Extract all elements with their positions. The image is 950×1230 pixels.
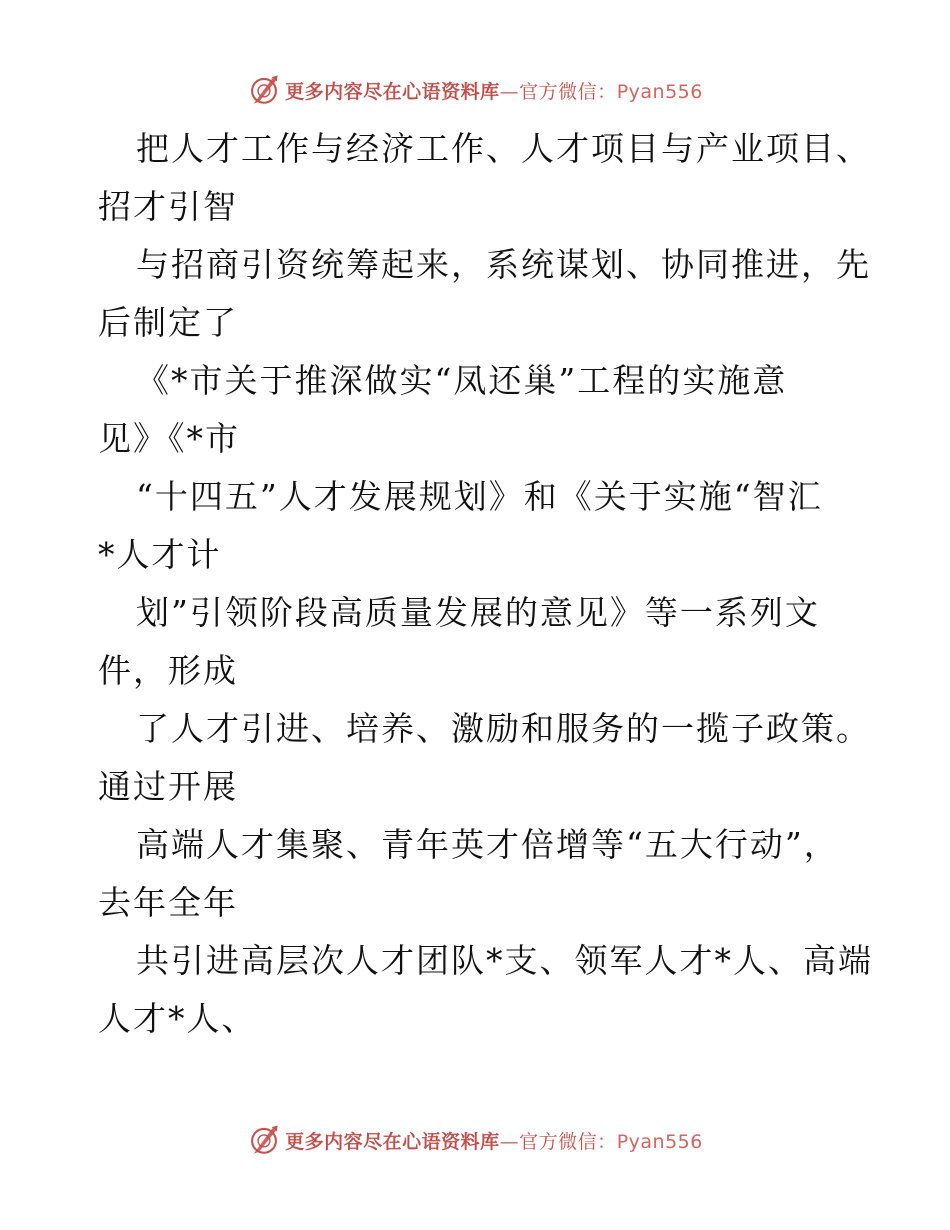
header-watermark	[0, 70, 950, 110]
document-body	[98, 120, 873, 1048]
body-line: 件，形成	[98, 651, 238, 690]
watermark-contact-id: Pyan556	[616, 1130, 703, 1153]
body-line: 与招商引资统筹起来，系统谋划、协同推进，先	[136, 245, 871, 284]
body-line: *人才计	[98, 535, 222, 574]
footer-watermark	[0, 1120, 950, 1160]
quill-seal-icon	[247, 73, 281, 107]
watermark-contact-label: 官方微信：	[519, 80, 617, 103]
body-line: 《*市关于推深做实“凤还巢”工程的实施意	[136, 361, 788, 400]
watermark-brand: 更多内容尽在心语资料库	[285, 1130, 500, 1153]
body-line: 共引进高层次人才团队*支、领军人才*人、高端	[136, 941, 873, 980]
body-line: 划”引领阶段高质量发展的意见》等一系列文	[136, 593, 820, 632]
watermark-separator: —	[499, 80, 520, 103]
body-line: “十四五”人才发展规划》和《关于实施“智汇	[136, 477, 823, 516]
watermark-separator: —	[499, 1130, 520, 1153]
watermark-text	[285, 1127, 703, 1154]
body-line: 见》《*市	[98, 419, 240, 458]
body-line: 去年全年	[98, 883, 238, 922]
body-line: 人才*人、	[98, 999, 257, 1038]
body-line: 通过开展	[98, 767, 238, 806]
body-line: 把人才工作与经济工作、人才项目与产业项目、	[136, 129, 871, 168]
body-line: 了人才引进、培养、激励和服务的一揽子政策。	[136, 709, 871, 748]
watermark-contact-id: Pyan556	[616, 80, 703, 103]
watermark-text	[285, 77, 703, 104]
body-line: 高端人才集聚、青年英才倍增等“五大行动”，	[136, 825, 839, 864]
body-line: 招才引智	[98, 187, 238, 226]
quill-seal-icon	[247, 1123, 281, 1157]
watermark-brand: 更多内容尽在心语资料库	[285, 80, 500, 103]
body-line: 后制定了	[98, 303, 238, 342]
watermark-contact-label: 官方微信：	[519, 1130, 617, 1153]
